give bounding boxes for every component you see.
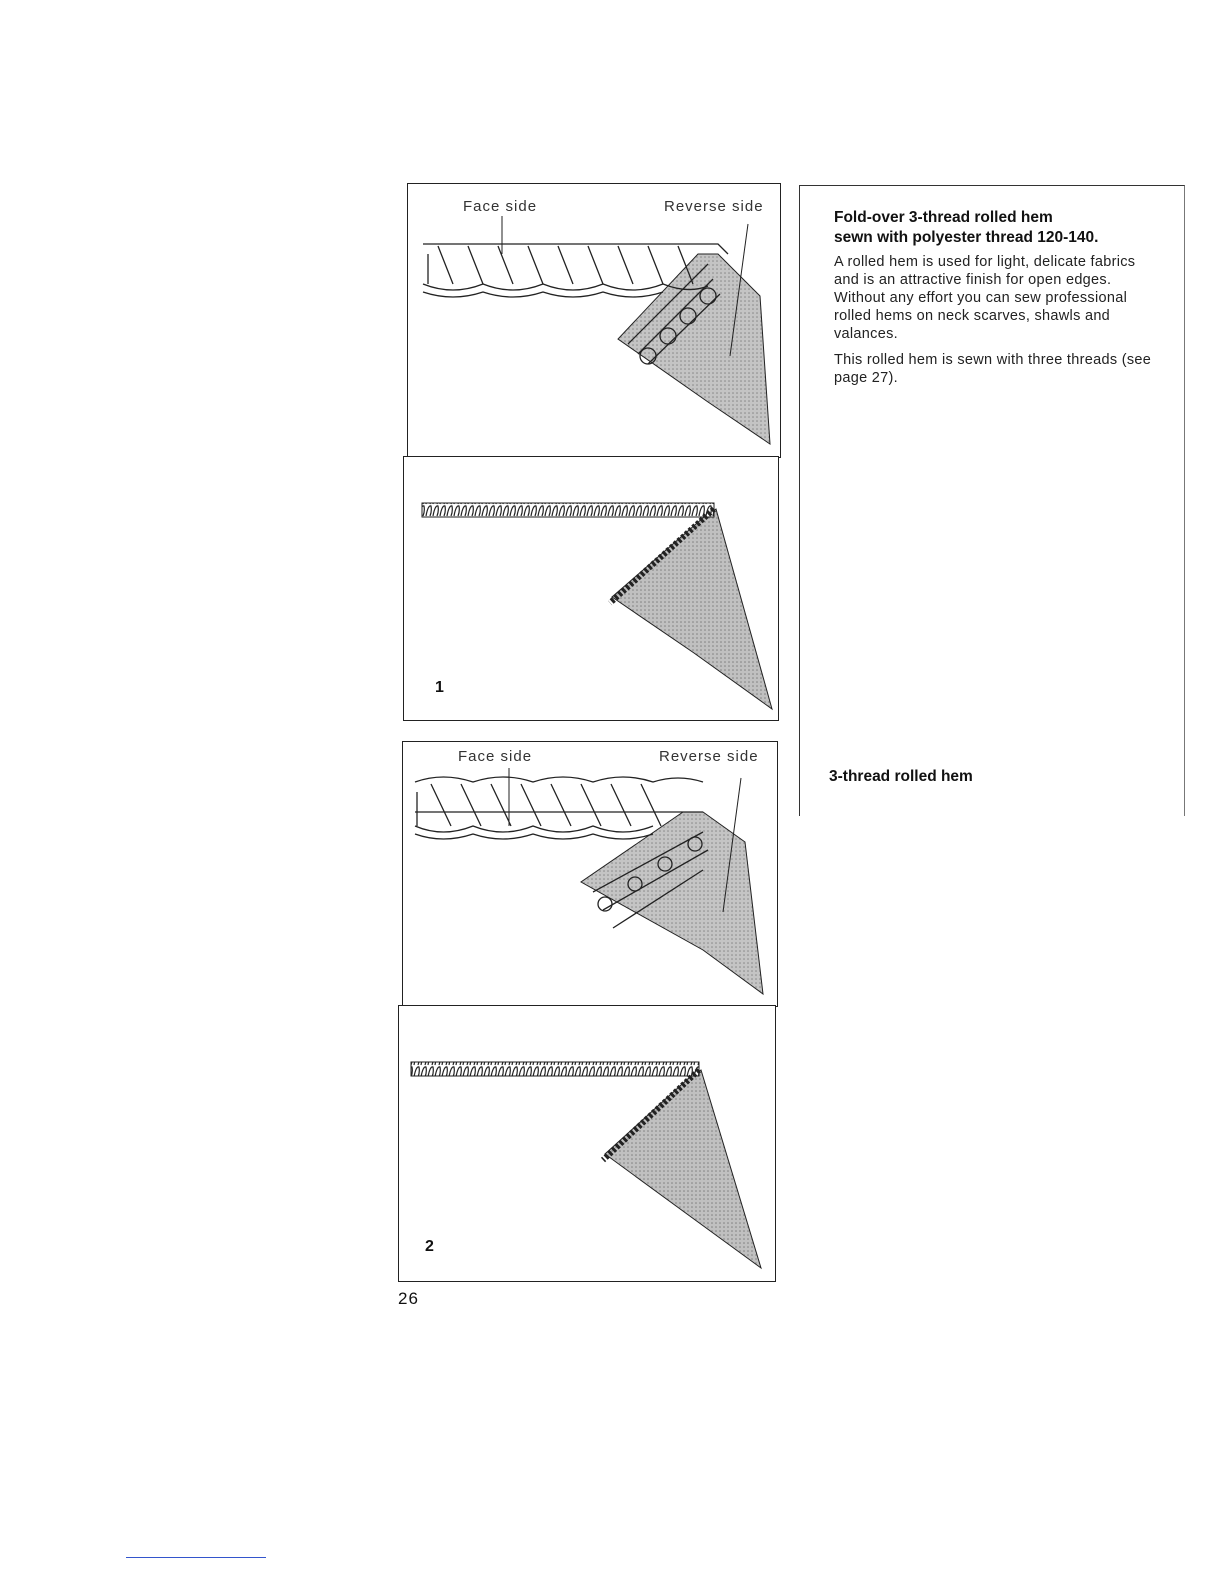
figure-number: 1 — [435, 679, 444, 696]
description-paragraph: A rolled hem is used for light, delicate fabrics and is an attractive finish for open edges. Without any effort you can sew professional rolled hems on neck scarves, shawls and valances. — [834, 254, 1136, 342]
heading-line-2: sewn with polyester thread 120-140. — [834, 229, 1099, 246]
rolled-hem-stitch-illustration — [403, 742, 779, 1008]
footer-rule — [126, 1557, 266, 1558]
figure1-bottom-panel — [403, 456, 779, 721]
threads-note-paragraph: This rolled hem is sewn with three threads (see page 27). — [834, 352, 1152, 386]
figure2-top-panel — [402, 741, 778, 1007]
section-heading — [834, 208, 1164, 248]
rolled-hem-stitch-illustration — [408, 184, 782, 459]
rolled-hem-subheading: 3-thread rolled hem — [829, 768, 973, 785]
finished-rolled-hem-illustration — [404, 457, 780, 722]
figure1-top-panel — [407, 183, 781, 458]
page-number: 26 — [398, 1289, 419, 1308]
reverse-side-label: Reverse side — [659, 748, 759, 765]
figure-number: 2 — [425, 1238, 434, 1255]
face-side-label: Face side — [458, 748, 533, 765]
face-side-label: Face side — [463, 198, 538, 215]
heading-line-1: Fold-over 3-thread rolled hem — [834, 209, 1053, 226]
reverse-side-label: Reverse side — [664, 198, 764, 215]
figure2-bottom-panel — [398, 1005, 776, 1282]
finished-rolled-hem-illustration — [399, 1006, 777, 1283]
